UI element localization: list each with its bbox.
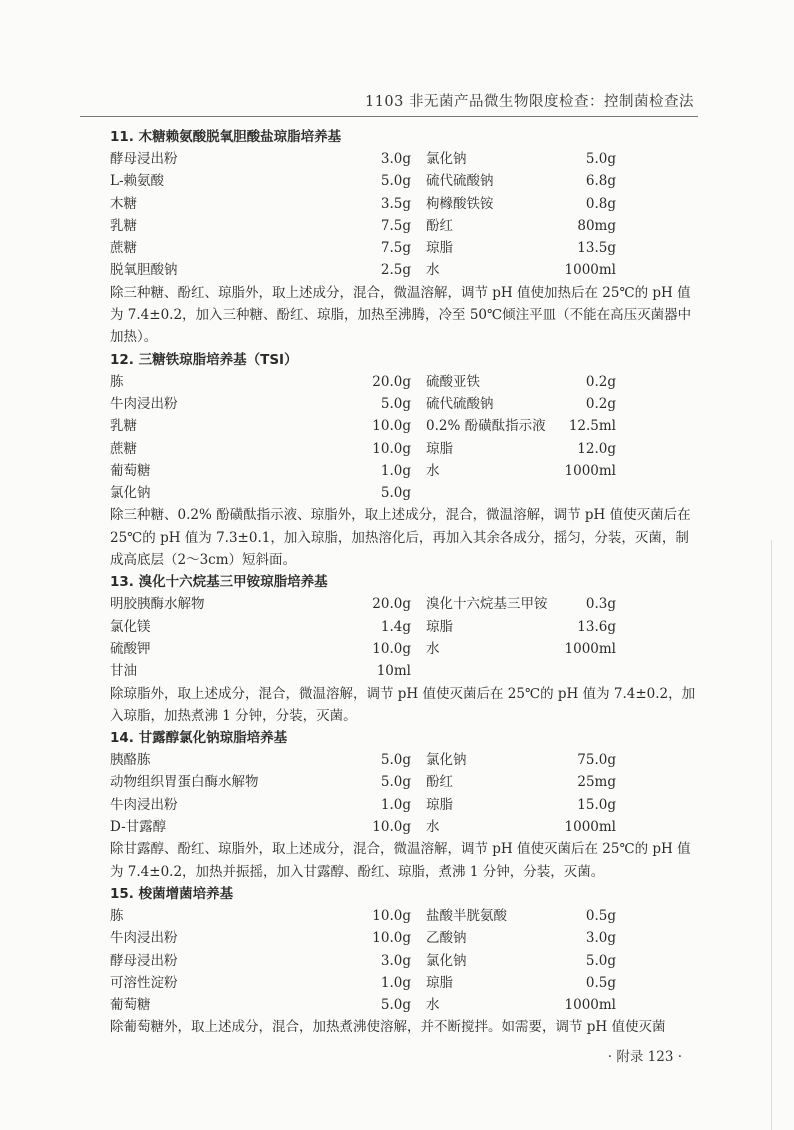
ingredient-name: 葡萄糖 xyxy=(110,997,151,1014)
section-title: 11. 木糖赖氨酸脱氧胆酸盐琼脂培养基 xyxy=(110,129,342,145)
ingredient-name: 水 xyxy=(426,262,440,279)
ingredient-name: 牛肉浸出粉 xyxy=(110,930,178,947)
ingredient-amount: 80mg xyxy=(577,217,616,234)
ingredient-name: 牛肉浸出粉 xyxy=(110,395,178,412)
ingredient-amount: 13.5g xyxy=(577,240,616,257)
ingredient-row xyxy=(110,393,696,415)
page-number: · 附录 123 · xyxy=(607,1049,682,1065)
ingredient-name: 木糖 xyxy=(110,195,137,212)
ingredient-amount: 6.8g xyxy=(585,173,616,190)
ingredient-name: 胨 xyxy=(110,907,124,924)
preparation-text: 除三种糖、酚红、琼脂外，取上述成分，混合，微温溶解，调节 pH 值使加热后在 25℃的 pH 值为 7.4±0.2，加入三种糖、酚红、琼脂，加热至沸腾，冷至 50℃倾注平皿（不能在高压灭菌器中加热）。 xyxy=(110,284,692,346)
ingredient-amount: 20.0g xyxy=(372,373,411,390)
preparation-text: 除琼脂外，取上述成分，混合，微温溶解，调节 pH 值使灭菌后在 25℃的 pH 值为 7.4±0.2，加入琼脂，加热煮沸 1 分钟，分装，灭菌。 xyxy=(110,685,696,724)
ingredient-amount: 25mg xyxy=(577,774,616,791)
ingredient-name: 葡萄糖 xyxy=(110,462,151,479)
ingredient-name: 硫酸亚铁 xyxy=(426,373,480,390)
ingredient-amount: 10.0g xyxy=(372,418,411,435)
ingredient-amount: 5.0g xyxy=(380,752,411,769)
ingredient-row xyxy=(110,749,696,771)
ingredient-name: 氯化镁 xyxy=(110,618,151,635)
ingredient-name: D-甘露醇 xyxy=(110,819,167,836)
ingredient-amount: 3.5g xyxy=(380,195,411,212)
ingredient-row xyxy=(110,593,696,615)
ingredient-name: L-赖氨酸 xyxy=(110,173,165,190)
ingredient-amount: 15.0g xyxy=(577,796,616,813)
ingredient-name: 脱氧胆酸钠 xyxy=(110,262,178,279)
ingredient-name: 水 xyxy=(426,819,440,836)
ingredient-name: 牛肉浸出粉 xyxy=(110,796,178,813)
ingredient-amount: 1000ml xyxy=(564,462,616,479)
ingredient-row xyxy=(110,927,696,949)
ingredient-name: 甘油 xyxy=(110,663,137,680)
ingredient-row xyxy=(110,660,696,682)
section-title: 14. 甘露醇氯化钠琼脂培养基 xyxy=(110,730,288,747)
ingredient-name: 琼脂 xyxy=(426,796,453,813)
ingredient-amount: 5.0g xyxy=(380,774,411,791)
header-rule xyxy=(80,116,698,117)
ingredient-name: 水 xyxy=(426,997,440,1014)
ingredient-amount: 1.0g xyxy=(380,974,411,991)
ingredient-row xyxy=(110,193,696,215)
ingredient-name: 氯化钠 xyxy=(426,952,467,969)
ingredient-amount: 5.0g xyxy=(585,151,616,167)
ingredient-name: 明胶胰酶水解物 xyxy=(110,596,205,613)
ingredient-row xyxy=(110,638,696,660)
ingredient-row xyxy=(110,148,696,170)
ingredient-name: 枸橼酸铁铵 xyxy=(426,195,494,212)
ingredient-name: 胰酪胨 xyxy=(110,752,151,769)
ingredient-amount: 13.6g xyxy=(577,618,616,635)
ingredient-row xyxy=(110,794,696,816)
ingredient-amount: 10.0g xyxy=(372,907,411,924)
ingredient-amount: 2.5g xyxy=(380,262,411,279)
ingredient-amount: 12.0g xyxy=(577,440,616,457)
ingredient-name: 酚红 xyxy=(426,217,453,234)
ingredient-name: 蔗糖 xyxy=(110,240,137,257)
ingredient-row xyxy=(110,816,696,838)
ingredient-amount: 1.0g xyxy=(380,462,411,479)
ingredient-row xyxy=(110,460,696,482)
ingredient-amount: 0.2g xyxy=(585,395,616,412)
section-title: 13. 溴化十六烷基三甲铵琼脂培养基 xyxy=(110,574,328,591)
ingredient-amount: 20.0g xyxy=(372,596,411,613)
ingredient-name: 乙酸钠 xyxy=(426,930,467,947)
ingredient-row xyxy=(110,972,696,994)
ingredient-row xyxy=(110,237,696,259)
ingredient-amount: 10ml xyxy=(376,663,411,680)
ingredient-row xyxy=(110,616,696,638)
ingredient-name: 溴化十六烷基三甲铵 xyxy=(426,596,548,613)
ingredient-amount: 7.5g xyxy=(380,240,411,257)
ingredient-amount: 75.0g xyxy=(577,752,616,769)
ingredient-name: 氯化钠 xyxy=(426,151,467,167)
ingredient-row xyxy=(110,415,696,437)
ingredient-name: 乳糖 xyxy=(110,418,137,435)
ingredient-name: 可溶性淀粉 xyxy=(110,974,178,991)
ingredient-row xyxy=(110,170,696,192)
ingredient-amount: 1.0g xyxy=(380,796,411,813)
ingredient-amount: 12.5ml xyxy=(568,418,616,435)
ingredient-name: 酵母浸出粉 xyxy=(110,952,178,969)
ingredient-name: 琼脂 xyxy=(426,440,453,457)
ingredient-row xyxy=(110,482,696,504)
ingredient-row xyxy=(110,994,696,1016)
ingredient-amount: 1000ml xyxy=(564,997,616,1014)
ingredient-amount: 10.0g xyxy=(372,819,411,836)
ingredient-amount: 1000ml xyxy=(564,262,616,279)
ingredient-name: 硫代硫酸钠 xyxy=(426,395,494,412)
ingredient-name: 硫酸钾 xyxy=(110,640,151,657)
section-title: 15. 梭菌增菌培养基 xyxy=(110,885,234,902)
ingredient-amount: 3.0g xyxy=(380,952,411,969)
ingredient-amount: 5.0g xyxy=(380,395,411,412)
ingredient-name: 水 xyxy=(426,462,440,479)
ingredient-name: 动物组织胃蛋白酶水解物 xyxy=(110,774,259,791)
document-body xyxy=(110,126,696,1039)
ingredient-name: 盐酸半胱氨酸 xyxy=(426,907,507,924)
ingredient-name: 乳糖 xyxy=(110,217,137,234)
ingredient-amount: 7.5g xyxy=(380,217,411,234)
ingredient-row xyxy=(110,371,696,393)
ingredient-row xyxy=(110,771,696,793)
ingredient-name: 琼脂 xyxy=(426,618,453,635)
preparation-text: 除葡萄糖外，取上述成分，混合，加热煮沸使溶解，并不断搅拌。如需要，调节 pH 值使灭菌 xyxy=(110,1019,666,1036)
ingredient-row xyxy=(110,905,696,927)
ingredient-amount: 0.3g xyxy=(585,596,616,613)
ingredient-amount: 3.0g xyxy=(380,151,411,167)
ingredient-row xyxy=(110,215,696,237)
ingredient-amount: 3.0g xyxy=(585,930,616,947)
ingredient-name: 蔗糖 xyxy=(110,440,137,457)
ingredient-amount: 10.0g xyxy=(372,930,411,947)
ingredient-amount: 0.8g xyxy=(585,195,616,212)
ingredient-name: 氯化钠 xyxy=(426,752,467,769)
ingredient-name: 琼脂 xyxy=(426,974,453,991)
ingredient-amount: 0.5g xyxy=(585,974,616,991)
ingredient-name: 氯化钠 xyxy=(110,485,151,502)
ingredient-name: 胨 xyxy=(110,373,124,390)
ingredient-amount: 5.0g xyxy=(380,173,411,190)
ingredient-amount: 10.0g xyxy=(372,640,411,657)
ingredient-name: 琼脂 xyxy=(426,240,453,257)
ingredient-name: 酵母浸出粉 xyxy=(110,151,178,167)
ingredient-name: 酚红 xyxy=(426,774,453,791)
ingredient-amount: 1000ml xyxy=(564,819,616,836)
preparation-text: 除甘露醇、酚红、琼脂外，取上述成分，混合，微温溶解，调节 pH 值使灭菌后在 25℃的 pH 值为 7.4±0.2，加热并振摇，加入甘露醇、酚红、琼脂，煮沸 1 分钟，分装，灭菌。 xyxy=(110,841,691,880)
ingredient-amount: 10.0g xyxy=(372,440,411,457)
page-edge xyxy=(771,540,772,1130)
ingredient-amount: 0.2g xyxy=(585,373,616,390)
ingredient-name: 0.2% 酚磺酞指示液 xyxy=(426,418,546,435)
ingredient-name: 水 xyxy=(426,640,440,657)
ingredient-amount: 1.4g xyxy=(380,618,411,635)
ingredient-amount: 5.0g xyxy=(380,485,411,502)
ingredient-amount: 5.0g xyxy=(585,952,616,969)
ingredient-amount: 0.5g xyxy=(585,907,616,924)
ingredient-amount: 1000ml xyxy=(564,640,616,657)
ingredient-row xyxy=(110,950,696,972)
section-title: 12. 三糖铁琼脂培养基（TSI） xyxy=(110,351,298,368)
ingredient-amount: 5.0g xyxy=(380,997,411,1014)
ingredient-name: 硫代硫酸钠 xyxy=(426,173,494,190)
preparation-text: 除三种糖、0.2% 酚磺酞指示液、琼脂外，取上述成分，混合，微温溶解，调节 pH 值使灭菌后在 25℃的 pH 值为 7.3±0.1，加入琼脂，加热溶化后，再加入其余各成分，摇匀，分装，灭菌，制成高底层（2～3cm）短斜面。 xyxy=(110,507,691,569)
running-header: 1103 非无菌产品微生物限度检查：控制菌检查法 xyxy=(364,94,694,110)
ingredient-row xyxy=(110,259,696,281)
ingredient-row xyxy=(110,438,696,460)
